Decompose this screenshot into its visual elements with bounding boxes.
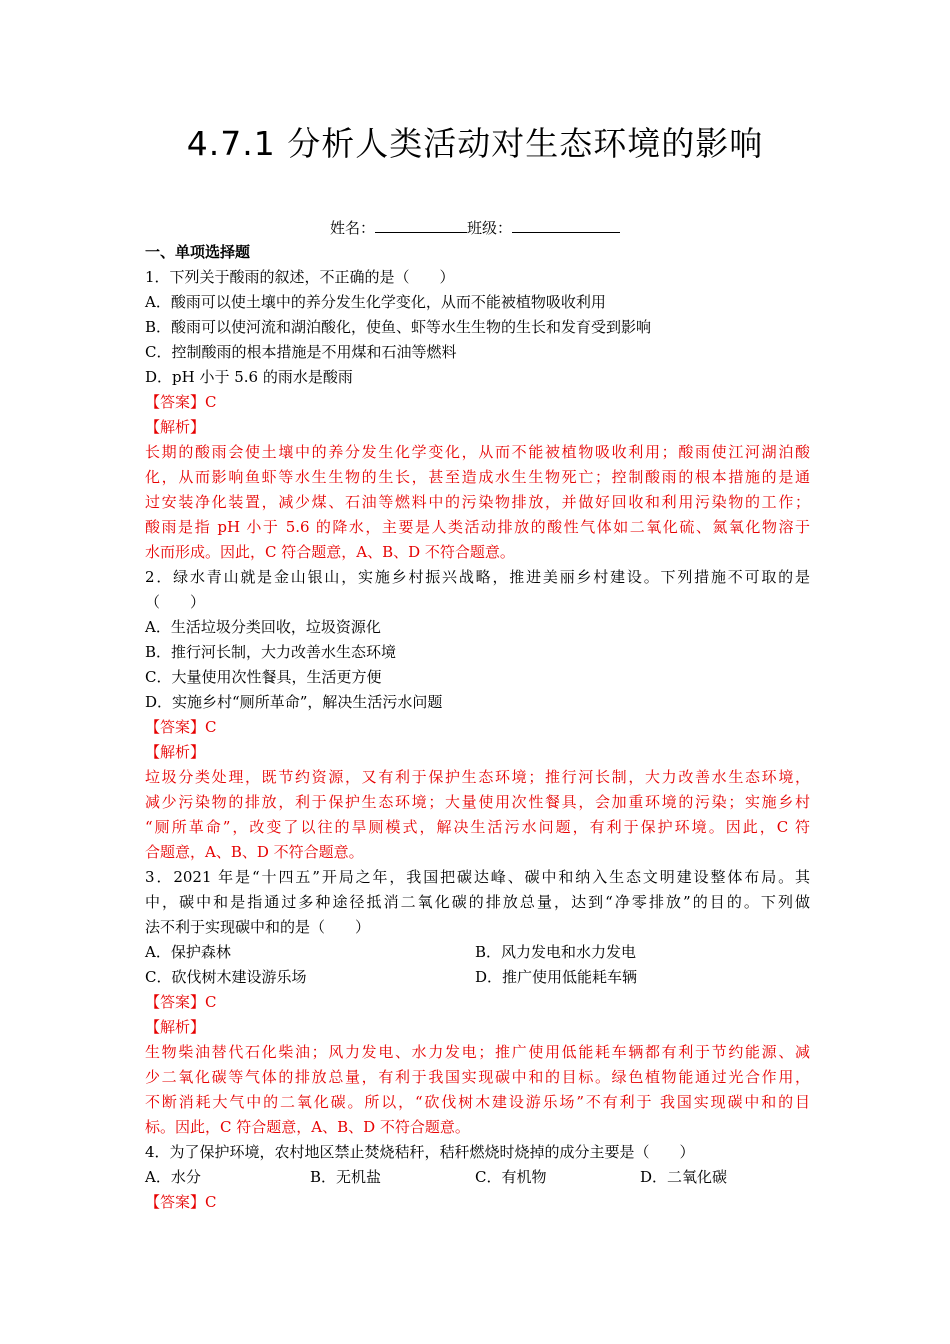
section-heading: 一、单项选择题: [145, 243, 251, 261]
answer-line: [145, 990, 810, 1015]
analysis-text: 标。因此，C 符合题意，A、B、D 不符合题意。: [145, 1118, 470, 1136]
class-label: 班级：: [467, 219, 513, 237]
option-row: [145, 940, 810, 965]
analysis-text: 垃圾分类处理，既节约资源，又有利于保护生态环境；推行河长制，大力改善水生态环境，: [145, 768, 810, 786]
option: D．二氧化碳: [640, 1168, 728, 1186]
analysis-text: 不断消耗大气中的二氧化碳。所以，“砍伐树木建设游乐场”不有利于 我国实现碳中和的目: [145, 1093, 810, 1111]
option: A．生活垃圾分类回收，垃圾资源化: [145, 618, 381, 636]
answer-label: 【答案】: [145, 993, 206, 1011]
answer-value: C: [205, 718, 217, 736]
answer-line: [145, 715, 810, 740]
analysis-text: 水而形成。因此，C 符合题意，A、B、D 不符合题意。: [145, 543, 515, 561]
analysis-text: “厕所革命”，改变了以往的旱厕模式，解决生活污水问题，有利于保护环境。因此，C 符: [145, 818, 810, 836]
answer-value: C: [205, 1193, 217, 1211]
question-3: [145, 865, 810, 1140]
question-list: [145, 240, 810, 1215]
option: D．实施乡村“厕所革命”，解决生活污水问题: [145, 693, 443, 711]
option: C．大量使用次性餐具，生活更方便: [145, 668, 382, 686]
name-blank[interactable]: [375, 218, 467, 233]
question-1: [145, 265, 810, 565]
option: D．pH 小于 5.6 的雨水是酸雨: [145, 368, 353, 386]
analysis-label: 【解析】: [145, 743, 206, 761]
analysis-text: 合题意，A、B、D 不符合题意。: [145, 843, 364, 861]
option: C．有机物: [475, 1168, 547, 1186]
analysis-text: 减少污染物的排放，利于保护生态环境；大量使用次性餐具，会加重环境的污染；实施乡村: [145, 793, 810, 811]
analysis-label: 【解析】: [145, 418, 206, 436]
question-stem: 中，碳中和是指通过多种途径抵消二氧化碳的排放总量，达到“净零排放”的目的。下列做: [145, 893, 810, 911]
analysis-text: 长期的酸雨会使土壤中的养分发生化学变化，从而不能被植物吸收利用；酸雨使江河湖泊酸: [145, 443, 810, 461]
option: C．砍伐树木建设游乐场: [145, 968, 307, 986]
page-title: 4.7.1 分析人类活动对生态环境的影响: [186, 124, 764, 163]
question-4: [145, 1140, 810, 1215]
option: B．风力发电和水力发电: [475, 943, 637, 961]
answer-label: 【答案】: [145, 393, 206, 411]
analysis-text: 酸雨是指 pH 小于 5.6 的降水，主要是人类活动排放的酸性气体如二氧化硫、氮氧化物溶于: [145, 518, 810, 536]
analysis-text: 少二氧化碳等气体的排放总量，有利于我国实现碳中和的目标。绿色植物能通过光合作用，: [145, 1068, 810, 1086]
option: B．推行河长制，大力改善水生态环境: [145, 643, 397, 661]
class-blank[interactable]: [512, 218, 620, 233]
answer-line: [145, 1190, 810, 1215]
answer-label: 【答案】: [145, 718, 206, 736]
option: A．保护森林: [145, 943, 231, 961]
analysis-text: 过安装净化装置，减少煤、石油等燃料中的污染物排放，并做好回收和利用污染物的工作；: [145, 493, 810, 511]
option-row: [145, 965, 810, 990]
question-stem: 法不利于实现碳中和的是（ ）: [145, 918, 371, 936]
question-stem: （ ）: [145, 593, 206, 611]
answer-label: 【答案】: [145, 1193, 206, 1211]
analysis-text: 生物柴油替代石化柴油；风力发电、水力发电；推广使用低能耗车辆都有利于节约能源、减: [145, 1043, 810, 1061]
option: A．水分: [145, 1168, 201, 1186]
name-label: 姓名：: [329, 219, 375, 237]
question-stem: 1．下列关于酸雨的叙述，不正确的是（ ）: [145, 268, 455, 286]
question-stem: 4．为了保护环境，农村地区禁止焚烧秸秆，秸秆燃烧时烧掉的成分主要是（ ）: [145, 1143, 695, 1161]
option: C．控制酸雨的根本措施是不用煤和石油等燃料: [145, 343, 457, 361]
option: D．推广使用低能耗车辆: [475, 968, 638, 986]
option-row: [145, 1165, 810, 1190]
option: A．酸雨可以使土壤中的养分发生化学变化，从而不能被植物吸收利用: [145, 293, 606, 311]
answer-line: [145, 390, 810, 415]
question-stem: 2．绿水青山就是金山银山，实施乡村振兴战略，推进美丽乡村建设。下列措施不可取的是: [145, 568, 810, 586]
student-info-line: [0, 217, 950, 238]
question-2: [145, 565, 810, 865]
analysis-text: 化，从而影响鱼虾等水生生物的生长，甚至造成水生生物死亡；控制酸雨的根本措施的是通: [145, 468, 810, 486]
option: B．无机盐: [310, 1168, 382, 1186]
answer-value: C: [205, 393, 217, 411]
analysis-label: 【解析】: [145, 1018, 206, 1036]
question-stem: 3．2021 年是“十四五”开局之年，我国把碳达峰、碳中和纳入生态文明建设整体布局。其: [145, 868, 810, 886]
answer-value: C: [205, 993, 217, 1011]
option: B．酸雨可以使河流和湖泊酸化，使鱼、虾等水生生物的生长和发育受到影响: [145, 318, 652, 336]
